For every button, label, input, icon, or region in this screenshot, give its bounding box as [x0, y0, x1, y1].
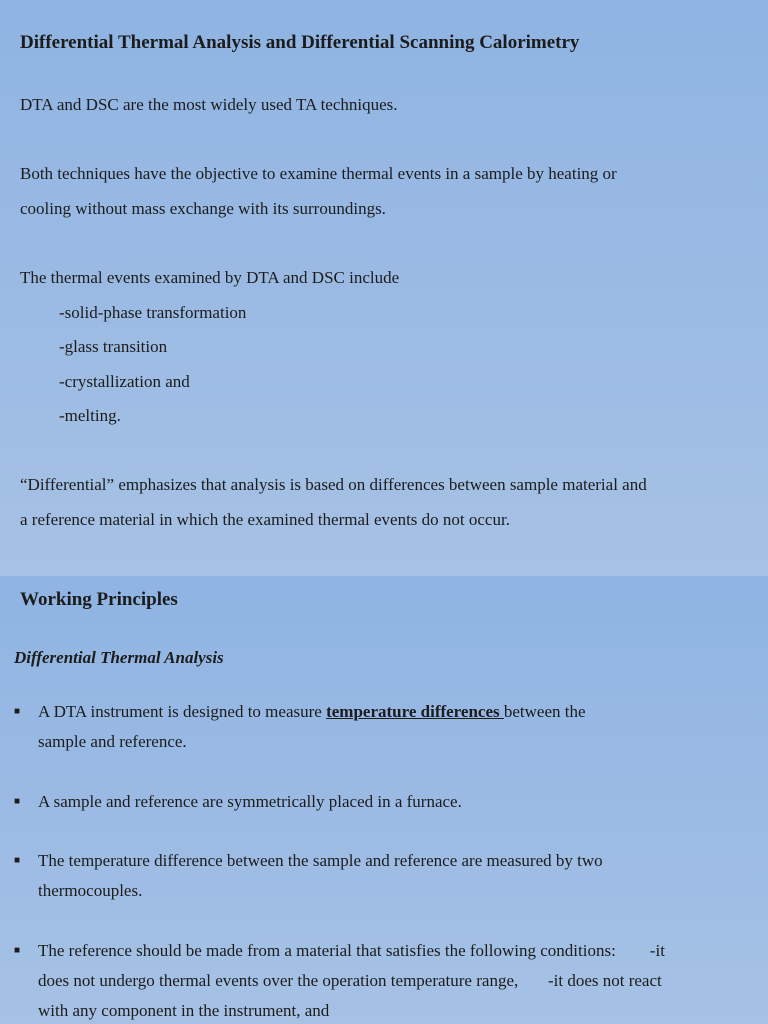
bullet-text: A DTA instrument is designed to measure	[38, 702, 327, 721]
bullet-square-icon: ■	[14, 945, 21, 956]
bullet-line: The temperature difference between the sample and reference are measured by two	[38, 851, 603, 870]
objective-line-1: Both techniques have the objective to examine thermal events in a sample by heating or	[20, 164, 617, 183]
differential-line-2: a reference material in which the examined thermal events do not occur.	[20, 509, 510, 529]
slide-title: Differential Thermal Analysis and Differential Scanning Calorimetry	[20, 32, 580, 53]
bullet-line: A sample and reference are symmetrically placed in a furnace.	[38, 792, 462, 811]
slide-title: Working Principles	[20, 589, 178, 610]
event-item: -crystallization and	[59, 371, 190, 391]
event-item: -solid-phase transformation	[59, 302, 247, 322]
bullet-text: between the	[503, 702, 586, 721]
slide-working-principles	[0, 576, 768, 1024]
objective-line-2: cooling without mass exchange with its surroundings.	[20, 198, 386, 218]
bullet-line: with any component in the instrument, and	[38, 1001, 330, 1020]
objective-paragraph	[20, 157, 617, 226]
differential-line-1: “Differential” emphasizes that analysis is based on differences between sample material and	[20, 475, 647, 494]
thermal-events-intro: The thermal events examined by DTA and DSC include	[20, 268, 400, 287]
bullet-square-icon: ■	[14, 706, 21, 717]
bullet-line: does not undergo thermal events over the operation temperature range, -it does not react	[38, 971, 662, 990]
bullet-item	[14, 787, 753, 817]
bullet-line	[38, 697, 753, 727]
bullet-item	[14, 936, 753, 1024]
emphasis-text: temperature differences	[326, 702, 504, 721]
bullet-square-icon: ■	[14, 796, 21, 807]
bullet-item	[14, 697, 753, 757]
event-item: -melting.	[59, 406, 121, 425]
event-item: -glass transition	[59, 337, 168, 356]
intro-paragraph: DTA and DSC are the most widely used TA techniques.	[20, 95, 398, 114]
section-subheading: Differential Thermal Analysis	[14, 648, 224, 667]
bullet-line: The reference should be made from a material that satisfies the following conditions: -it	[38, 941, 665, 960]
bullet-line: sample and reference.	[38, 732, 187, 751]
thermal-events-paragraph	[20, 261, 399, 434]
bullet-line: thermocouples.	[38, 881, 143, 900]
differential-paragraph	[20, 468, 647, 537]
bullet-item	[14, 846, 753, 906]
bullet-square-icon: ■	[14, 855, 21, 866]
